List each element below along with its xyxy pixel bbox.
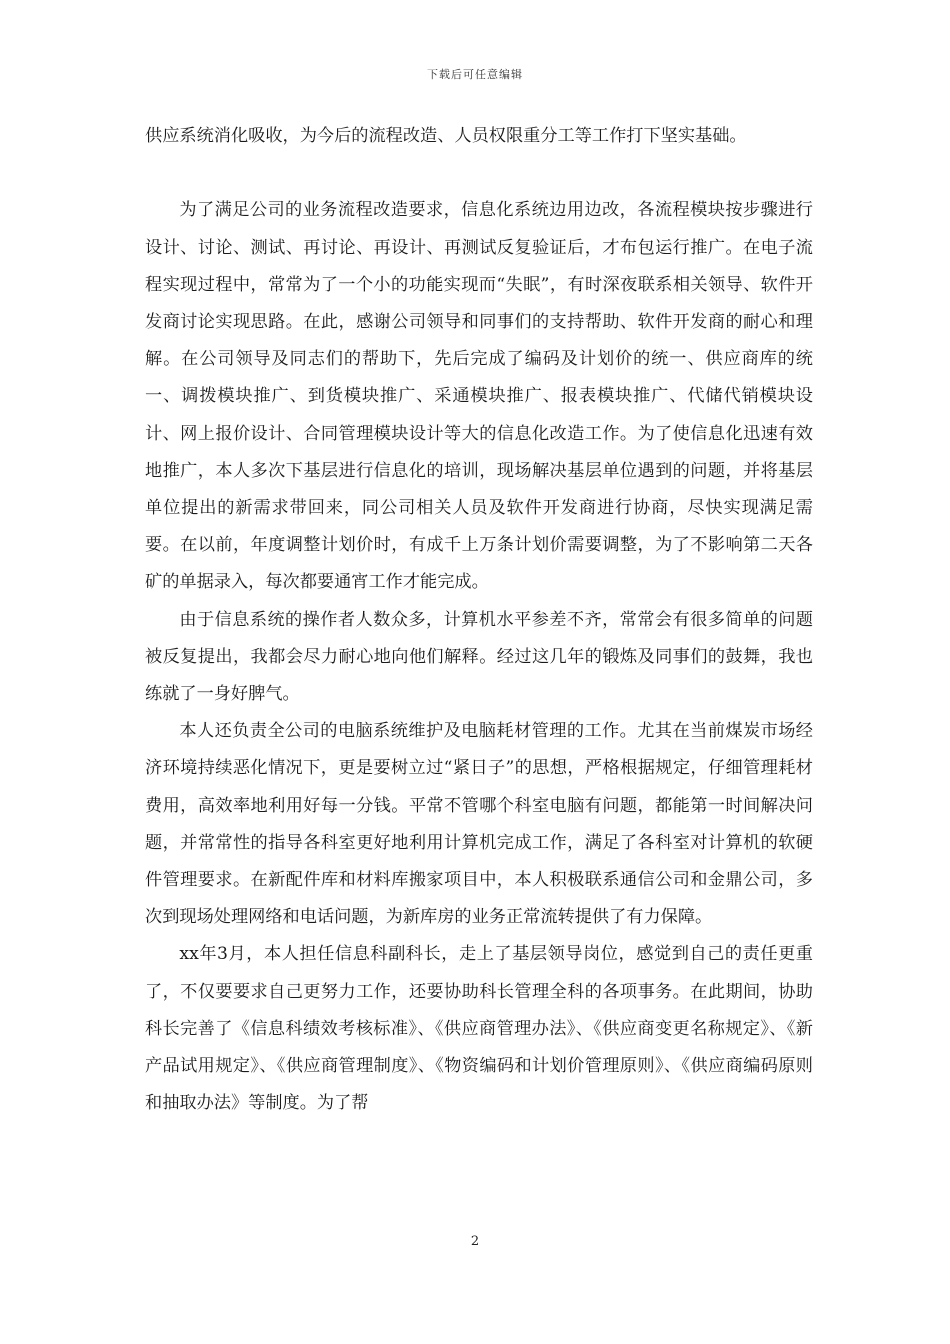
paragraph-user-support: 由于信息系统的操作者人数众多，计算机水平参差不齐，常常会有很多简单的问题被反复提出，我都会尽力耐心地向他们解释。经过这几年的锻炼及同事们的鼓舞，我也练就了一身好脾气。	[145, 609, 813, 705]
paragraph-continuation: 供应系统消化吸收，为今后的流程改造、人员权限重分工等工作打下坚实基础。	[145, 126, 747, 146]
page-number: 2	[470, 1234, 480, 1249]
paragraph-computer-maintenance: 本人还负责全公司的电脑系统维护及电脑耗材管理的工作。尤其在当前煤炭市场经济环境持续恶化情况下，更是要树立过“紧日子”的思想，严格根据规定，仔细管理耗材费用，高效率地利用好每一分钱。平常不管哪个科室电脑有问题，都能第一时间解决问题，并常常性的指导各科室更好地利用计算机完成工作，满足了各科室对计算机的软硬件管理要求。在新配件库和材料库搬家项目中，本人积极联系通信公司和金鼎公司，多次到现场处理网络和电话问题，为新库房的业务正常流转提供了有力保障。	[145, 721, 813, 928]
header-note: 下载后可任意编辑	[427, 68, 523, 81]
paragraph-deputy-chief: xx年3月，本人担任信息科副科长，走上了基层领导岗位，感觉到自己的责任更重了，不仅要要求自己更努力工作，还要协助科长管理全科的各项事务。在此期间，协助科长完善了《信息科绩效考核标准》、《供应商管理办法》、《供应商变更名称规定》、《新产品试用规定》、《供应商管理制度》、《物资编码和计划价管理原则》、《供应商编码原则和抽取办法》等制度。为了帮	[145, 944, 813, 1114]
document-body	[145, 118, 813, 1122]
paragraph-process-reform: 为了满足公司的业务流程改造要求，信息化系统边用边改，各流程模块按步骤进行设计、讨论、测试、再讨论、再设计、再测试反复验证后，才布包运行推广。在电子流程实现过程中，常常为了一个小的功能实现而“失眠”，有时深夜联系相关领导、软件开发商讨论实现思路。在此，感谢公司领导和同事们的支持帮助、软件开发商的耐心和理解。在公司领导及同志们的帮助下，先后完成了编码及计划价的统一、供应商库的统一、调拨模块推广、到货模块推广、采通模块推广、报表模块推广、代储代销模块设计、网上报价设计、合同管理模块设计等大的信息化改造工作。为了使信息化迅速有效地推广，本人多次下基层进行信息化的培训，现场解决基层单位遇到的问题，并将基层单位提出的新需求带回来，同公司相关人员及软件开发商进行协商，尽快实现满足需要。在以前，年度调整计划价时，有成千上万条计划价需要调整，为了不影响第二天各矿的单据录入，每次都要通宵工作才能完成。	[145, 200, 813, 593]
